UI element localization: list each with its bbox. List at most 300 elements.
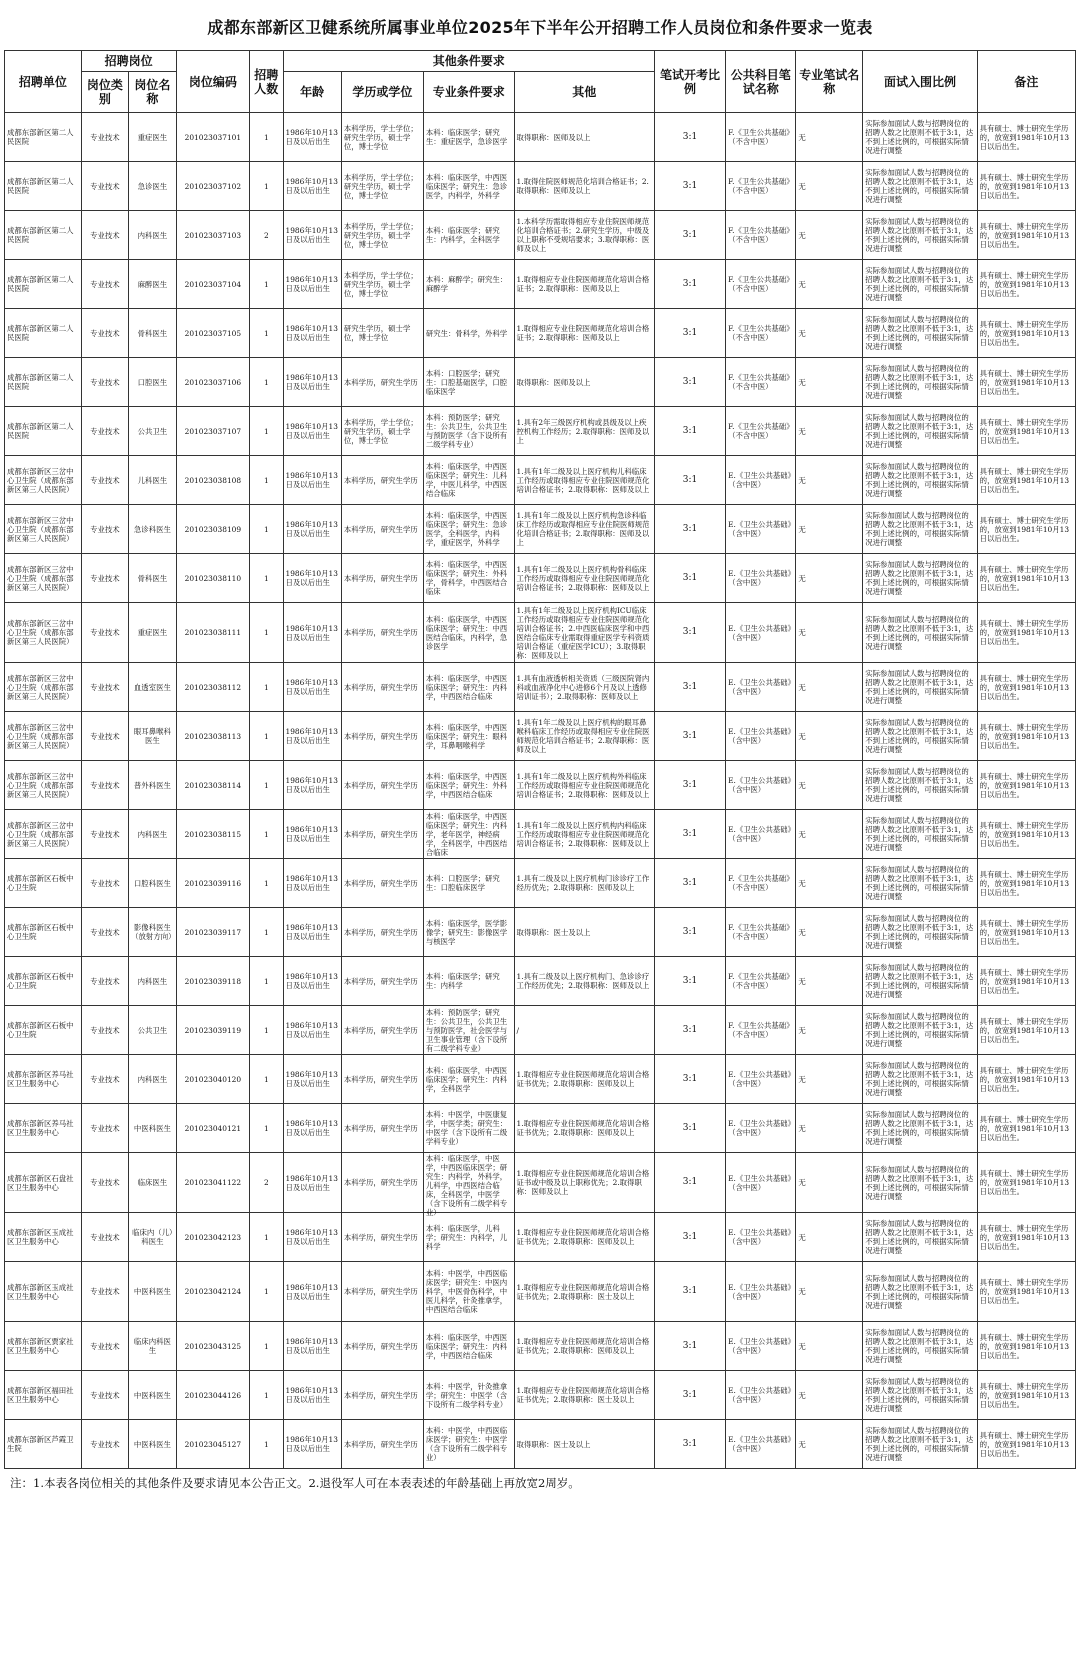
remark-cell-text: 具有硕士、博士研究生学历的，放宽到1981年10月13日以后出生。	[979, 1016, 1070, 1044]
prof-exam-cell-text: 无	[798, 1390, 806, 1400]
name-cell	[129, 1153, 177, 1213]
ratio-cell-text: 3:1	[682, 627, 698, 637]
major-cell	[423, 113, 514, 162]
code-cell-text: 201023037104	[184, 279, 242, 289]
header-prof-exam: 专业笔试名称	[796, 51, 863, 113]
age-cell-text: 1986年10月13日及以后出生	[285, 324, 338, 342]
ratio-cell	[654, 663, 725, 712]
prof-exam-cell-text: 无	[798, 573, 806, 583]
edu-cell	[341, 309, 423, 358]
name-cell	[129, 309, 177, 358]
major-cell	[423, 456, 514, 505]
other-cell	[514, 113, 654, 162]
subject-cell	[726, 1322, 796, 1371]
name-cell	[129, 663, 177, 712]
other-cell	[514, 712, 654, 761]
subject-cell	[726, 456, 796, 505]
other-cell	[514, 456, 654, 505]
major-cell-text: 本科：临床医学，儿科学；研究生：内科学，儿科学	[425, 1223, 508, 1251]
unit-cell-text: 成都东部新区福田社区卫生服务中心	[7, 1386, 74, 1404]
remark-cell-text: 具有硕士、博士研究生学历的，放宽到1981年10月13日以后出生。	[979, 967, 1070, 995]
unit-cell-text: 成都东部新区三岔中心卫生院（成都东部新区第三人民医院）	[7, 564, 74, 592]
code-cell	[176, 1213, 249, 1262]
age-cell-text: 1986年10月13日及以后出生	[285, 520, 338, 538]
unit-cell-text: 成都东部新区第二人民医院	[7, 226, 74, 244]
edu-cell	[341, 603, 423, 663]
type-cell	[81, 1055, 129, 1104]
other-cell	[514, 810, 654, 859]
subject-cell	[726, 663, 796, 712]
code-cell	[176, 505, 249, 554]
ratio-cell	[654, 761, 725, 810]
type-cell	[81, 1262, 129, 1322]
code-cell	[176, 358, 249, 407]
subject-cell-text: F.《卫生公共基础》（不含中医）	[728, 373, 790, 391]
ratio-cell-text: 3:1	[682, 1438, 698, 1449]
interview-cell-text: 实际参加面试人数与招聘岗位的招聘人数之比原则不低于3:1，达不到上述比例的，可根据实际情况进行调整	[865, 767, 974, 803]
interview-cell	[863, 859, 977, 908]
age-cell	[283, 957, 341, 1006]
unit-cell-text: 成都东部新区三岔中心卫生院（成都东部新区第三人民医院）	[7, 820, 74, 848]
header-major: 专业条件要求	[423, 72, 514, 113]
type-cell-text: 专业技术	[90, 279, 120, 289]
remark-cell-text: 具有硕士、博士研究生学历的，放宽到1981年10月13日以后出生。	[979, 515, 1070, 543]
type-cell-text: 专业技术	[90, 927, 120, 937]
remark-cell-text: 具有硕士、博士研究生学历的，放宽到1981年10月13日以后出生。	[979, 368, 1070, 396]
header-remark: 备注	[977, 51, 1075, 113]
interview-cell	[863, 1420, 977, 1469]
remark-cell-text: 具有硕士、博士研究生学历的，放宽到1981年10月13日以后出生。	[979, 1430, 1070, 1458]
other-cell	[514, 358, 654, 407]
table-row	[5, 211, 1076, 260]
unit-cell-text: 成都东部新区石板中心卫生院	[7, 923, 74, 941]
remark-cell-text: 具有硕士、博士研究生学历的，放宽到1981年10月13日以后出生。	[979, 172, 1070, 200]
header-count: 招聘人数	[250, 51, 283, 113]
ratio-cell	[654, 456, 725, 505]
age-cell	[283, 162, 341, 211]
remark-cell	[977, 1055, 1075, 1104]
other-cell	[514, 603, 654, 663]
table-row	[5, 859, 1076, 908]
type-cell	[81, 211, 129, 260]
type-cell-text: 专业技术	[90, 731, 120, 741]
major-cell-text: 本科：临床医学；研究生：重症医学，急诊医学	[425, 128, 508, 146]
interview-cell	[863, 260, 977, 309]
type-cell-text: 专业技术	[90, 1287, 120, 1296]
type-cell	[81, 603, 129, 663]
subject-cell-text: E.《卫生公共基础》（含中医）	[728, 678, 792, 696]
count-cell-text: 1	[263, 377, 269, 387]
edu-cell-text: 本科学历，研究生学历	[343, 1341, 418, 1351]
prof-exam-cell-text: 无	[798, 927, 806, 937]
remark-cell	[977, 309, 1075, 358]
name-cell-text: 眼耳鼻喉科医生	[133, 727, 171, 745]
major-cell	[423, 712, 514, 761]
major-cell	[423, 908, 514, 957]
count-cell-text: 1	[263, 328, 269, 338]
age-cell-text: 1986年10月13日及以后出生	[285, 177, 338, 195]
interview-cell	[863, 1006, 977, 1055]
interview-cell	[863, 603, 977, 663]
ratio-cell-text: 3:1	[682, 828, 698, 839]
name-cell-text: 口腔医生	[137, 377, 168, 387]
subject-cell	[726, 358, 796, 407]
remark-cell	[977, 1371, 1075, 1420]
name-cell-text: 影像科医生（放射方向）	[131, 923, 176, 941]
major-cell-text: 本科：口腔医学；研究生：口腔基础医学，口腔临床医学	[425, 368, 508, 396]
count-cell-text: 1	[263, 426, 269, 436]
type-cell-text: 专业技术	[90, 377, 120, 387]
other-cell-text: 取得职称：医师及以上	[516, 132, 591, 142]
name-cell-text: 临床医生	[137, 1178, 168, 1187]
major-cell-text: 本科：临床医学，中西医临床医学；研究生：眼科学，耳鼻咽喉科学	[425, 722, 508, 750]
name-cell	[129, 712, 177, 761]
remark-cell	[977, 1153, 1075, 1213]
unit-cell-text: 成都东部新区第二人民医院	[7, 177, 74, 195]
type-cell-text: 专业技术	[90, 780, 120, 790]
count-cell-text: 1	[263, 1025, 269, 1035]
count-cell	[250, 407, 283, 456]
type-cell	[81, 113, 129, 162]
type-cell	[81, 456, 129, 505]
major-cell	[423, 407, 514, 456]
major-cell	[423, 358, 514, 407]
prof-exam-cell	[796, 1104, 863, 1153]
ratio-cell-text: 3:1	[682, 229, 698, 240]
name-cell-text: 急诊医生	[137, 181, 168, 191]
code-cell-text: 201023037102	[184, 181, 242, 191]
code-cell	[176, 1104, 249, 1153]
interview-cell	[863, 407, 977, 456]
type-cell-text: 专业技术	[90, 181, 120, 191]
remark-cell-text: 具有硕士、博士研究生学历的，放宽到1981年10月13日以后出生。	[979, 918, 1070, 946]
count-cell	[250, 859, 283, 908]
prof-exam-cell-text: 无	[798, 1123, 806, 1133]
prof-exam-cell	[796, 1371, 863, 1420]
subject-cell-text: E.《卫生公共基础》（含中医）	[728, 727, 792, 745]
remark-cell-text: 具有硕士、博士研究生学历的，放宽到1981年10月13日以后出生。	[979, 1114, 1070, 1142]
age-cell	[283, 810, 341, 859]
age-cell	[283, 603, 341, 663]
prof-exam-cell-text: 无	[798, 1074, 806, 1084]
prof-exam-cell-text: 无	[798, 976, 806, 986]
major-cell	[423, 1322, 514, 1371]
major-cell-text: 本科：临床医学；研究生：内科学	[425, 972, 500, 990]
age-cell	[283, 456, 341, 505]
prof-exam-cell	[796, 663, 863, 712]
major-cell-text: 本科：中医学，中西医临床医学；研究生：中医学（含下设所有二级学科专业）	[425, 1426, 508, 1462]
name-cell	[129, 1420, 177, 1469]
name-cell-text: 中医科医生	[133, 1390, 171, 1400]
count-cell-text: 1	[263, 682, 269, 692]
ratio-cell	[654, 603, 725, 663]
remark-cell-text: 具有硕士、博士研究生学历的，放宽到1981年10月13日以后出生。	[979, 1278, 1070, 1305]
major-cell	[423, 162, 514, 211]
count-cell-text: 1	[263, 976, 269, 986]
age-cell-text: 1986年10月13日及以后出生	[285, 373, 338, 391]
edu-cell-text: 本科学历，研究生学历	[343, 878, 418, 888]
subject-cell-text: E.《卫生公共基础》（含中医）	[728, 623, 792, 642]
interview-cell-text: 实际参加面试人数与招聘岗位的招聘人数之比原则不低于3:1，达不到上述比例的，可根据实际情况进行调整	[865, 1328, 974, 1364]
interview-cell-text: 实际参加面试人数与招聘岗位的招聘人数之比原则不低于3:1，达不到上述比例的，可根据实际情况进行调整	[865, 1273, 974, 1310]
header-post-group: 招聘岗位	[81, 51, 176, 72]
subject-cell	[726, 712, 796, 761]
subject-cell-text: F.《卫生公共基础》（不含中医）	[728, 177, 790, 195]
edu-cell-text: 本科学历，学士学位；研究生学历，硕士学位，博士学位	[343, 172, 418, 200]
prof-exam-cell	[796, 456, 863, 505]
code-cell	[176, 1371, 249, 1420]
age-cell	[283, 1322, 341, 1371]
type-cell-text: 专业技术	[90, 1232, 120, 1242]
ratio-cell-text: 3:1	[682, 180, 698, 191]
ratio-cell-text: 3:1	[682, 327, 698, 338]
table-row	[5, 554, 1076, 603]
prof-exam-cell	[796, 1006, 863, 1055]
code-cell-text: 201023038109	[184, 524, 242, 534]
count-cell	[250, 663, 283, 712]
unit-cell-text: 成都东部新区第二人民医院	[7, 324, 74, 342]
unit-cell	[5, 456, 82, 505]
edu-cell	[341, 663, 423, 712]
code-cell-text: 201023038113	[184, 731, 242, 741]
remark-cell-text: 具有硕士、博士研究生学历的，放宽到1981年10月13日以后出生。	[979, 270, 1070, 298]
count-cell-text: 1	[263, 628, 269, 637]
remark-cell-text: 具有硕士、博士研究生学历的，放宽到1981年10月13日以后出生。	[979, 619, 1070, 646]
subject-cell-text: E.《卫生公共基础》（含中医）	[728, 776, 792, 794]
major-cell-text: 本科：临床医学，中西医临床医学；研究生：内科学，老年医学，神经病学，全科医学，中西医结合临床	[425, 811, 508, 857]
subject-cell-text: E.《卫生公共基础》（含中医）	[728, 569, 792, 587]
other-cell-text: /	[516, 1025, 520, 1035]
age-cell-text: 1986年10月13日及以后出生	[285, 1228, 338, 1246]
age-cell-text: 1986年10月13日及以后出生	[285, 727, 338, 745]
major-cell	[423, 260, 514, 309]
major-cell-text: 本科：预防医学；研究生：公共卫生，公共卫生与预防医学（含下设所有二级学科专业）	[425, 413, 508, 449]
edu-cell-text: 本科学历，学士学位；研究生学历，硕士学位，博士学位	[343, 270, 418, 298]
other-cell	[514, 260, 654, 309]
unit-cell	[5, 554, 82, 603]
major-cell-text: 本科：临床医学，医学影像学；研究生：影像医学与核医学	[425, 918, 508, 946]
edu-cell-text: 本科学历，研究生学历	[343, 829, 418, 839]
header-unit: 招聘单位	[5, 51, 82, 113]
remark-cell	[977, 554, 1075, 603]
count-cell	[250, 1006, 283, 1055]
prof-exam-cell	[796, 1153, 863, 1213]
age-cell-text: 1986年10月13日及以后出生	[285, 1070, 338, 1088]
name-cell-text: 公共卫生	[137, 1025, 168, 1035]
count-cell	[250, 1104, 283, 1153]
unit-cell	[5, 1371, 82, 1420]
table-row	[5, 505, 1076, 554]
major-cell	[423, 761, 514, 810]
name-cell	[129, 407, 177, 456]
name-cell	[129, 211, 177, 260]
unit-cell	[5, 505, 82, 554]
remark-cell	[977, 358, 1075, 407]
subject-cell-text: E.《卫生公共基础》（含中医）	[728, 1228, 792, 1246]
type-cell	[81, 1213, 129, 1262]
ratio-cell-text: 3:1	[682, 1340, 698, 1351]
interview-cell-text: 实际参加面试人数与招聘岗位的招聘人数之比原则不低于3:1，达不到上述比例的，可根据实际情况进行调整	[865, 1012, 974, 1048]
other-cell-text: 1.取得相应专业住院医师规范化培训合格证书优先；2.取得职称：医师及以上	[516, 1228, 650, 1246]
remark-cell	[977, 260, 1075, 309]
unit-cell	[5, 1153, 82, 1213]
count-cell-text: 1	[263, 573, 269, 583]
edu-cell	[341, 859, 423, 908]
ratio-cell	[654, 859, 725, 908]
ratio-cell-text: 3:1	[682, 131, 698, 142]
prof-exam-cell-text: 无	[798, 878, 806, 888]
name-cell-text: 临床内科医生	[133, 1337, 171, 1355]
age-cell-text: 1986年10月13日及以后出生	[285, 1021, 338, 1039]
major-cell-text: 本科：临床医学，中西医临床医学；研究生：儿科学，中医儿科学，中西医结合临床	[425, 462, 508, 498]
name-cell	[129, 554, 177, 603]
prof-exam-cell-text: 无	[798, 731, 806, 741]
edu-cell	[341, 505, 423, 554]
other-cell	[514, 761, 654, 810]
subject-cell	[726, 1104, 796, 1153]
unit-cell	[5, 859, 82, 908]
recruitment-table	[4, 50, 1076, 1469]
name-cell	[129, 761, 177, 810]
other-cell-text: 1.具有血液透析相关资质（三级医院肾内科或血液净化中心进修6个月及以上透修培训证书）；2.取得职称：医师及以上	[516, 673, 650, 701]
count-cell-text: 1	[263, 731, 269, 741]
interview-cell-text: 实际参加面试人数与招聘岗位的招聘人数之比原则不低于3:1，达不到上述比例的，可根据实际情况进行调整	[865, 364, 974, 400]
age-cell-text: 1986年10月13日及以后出生	[285, 1173, 338, 1192]
remark-cell	[977, 162, 1075, 211]
subject-cell-text: E.《卫生公共基础》（含中医）	[728, 471, 792, 489]
edu-cell-text: 本科学历，研究生学历	[343, 1074, 418, 1084]
other-cell	[514, 211, 654, 260]
major-cell	[423, 505, 514, 554]
major-cell	[423, 603, 514, 663]
subject-cell-text: F.《卫生公共基础》（不含中医）	[728, 275, 790, 293]
ratio-cell-text: 3:1	[682, 1122, 698, 1133]
name-cell-text: 急诊科医生	[133, 524, 171, 534]
remark-cell-text: 具有硕士、博士研究生学历的，放宽到1981年10月13日以后出生。	[979, 869, 1070, 897]
unit-cell-text: 成都东部新区三岔中心卫生院（成都东部新区第三人民医院）	[7, 466, 74, 494]
subject-cell-text: F.《卫生公共基础》（不含中医）	[728, 923, 790, 941]
subject-cell	[726, 761, 796, 810]
other-cell-text: 1.取得相应专业住院医师规范化培训合格证书；2.取得职称：医师及以上	[516, 324, 650, 342]
subject-cell	[726, 603, 796, 663]
interview-cell-text: 实际参加面试人数与招聘岗位的招聘人数之比原则不低于3:1，达不到上述比例的，可根据实际情况进行调整	[865, 266, 974, 302]
type-cell	[81, 859, 129, 908]
count-cell-text: 1	[263, 132, 269, 142]
code-cell	[176, 1055, 249, 1104]
age-cell	[283, 1006, 341, 1055]
ratio-cell	[654, 162, 725, 211]
code-cell-text: 201023044126	[184, 1390, 242, 1400]
interview-cell	[863, 554, 977, 603]
count-cell	[250, 113, 283, 162]
unit-cell	[5, 309, 82, 358]
count-cell-text: 1	[263, 1074, 269, 1084]
code-cell-text: 201023040120	[184, 1074, 242, 1084]
remark-cell-text: 具有硕士、博士研究生学历的，放宽到1981年10月13日以后出生。	[979, 319, 1070, 347]
prof-exam-cell	[796, 1262, 863, 1322]
subject-cell	[726, 505, 796, 554]
age-cell-text: 1986年10月13日及以后出生	[285, 1337, 338, 1355]
interview-cell-text: 实际参加面试人数与招聘岗位的招聘人数之比原则不低于3:1，达不到上述比例的，可根据实际情况进行调整	[865, 1164, 974, 1201]
unit-cell	[5, 957, 82, 1006]
prof-exam-cell-text: 无	[798, 829, 806, 839]
subject-cell	[726, 957, 796, 1006]
major-cell	[423, 309, 514, 358]
prof-exam-cell	[796, 1420, 863, 1469]
code-cell-text: 201023045127	[184, 1439, 242, 1449]
ratio-cell-text: 3:1	[682, 1231, 698, 1242]
remark-cell-text: 具有硕士、博士研究生学历的，放宽到1981年10月13日以后出生。	[979, 820, 1070, 848]
interview-cell	[863, 712, 977, 761]
count-cell	[250, 260, 283, 309]
unit-cell	[5, 1420, 82, 1469]
prof-exam-cell-text: 无	[798, 1287, 806, 1296]
interview-cell-text: 实际参加面试人数与招聘岗位的招聘人数之比原则不低于3:1，达不到上述比例的，可根据实际情况进行调整	[865, 315, 974, 351]
subject-cell-text: E.《卫生公共基础》（含中医）	[728, 1386, 792, 1404]
major-cell	[423, 1420, 514, 1469]
type-cell	[81, 260, 129, 309]
code-cell	[176, 810, 249, 859]
code-cell	[176, 1262, 249, 1322]
table-row	[5, 1006, 1076, 1055]
table-row	[5, 162, 1076, 211]
other-cell-text: 1.具有1年二级及以上医疗机构ICU临床工作经历或取得相应专业住院医师规范化培训合格证书；2.中西医临床医学和中西医结合临床专业需取得重症医学专科资质培训合格证（重症医学ICU）；3.取得职称：医师及以上	[516, 605, 650, 660]
subject-cell	[726, 113, 796, 162]
remark-cell	[977, 211, 1075, 260]
other-cell	[514, 957, 654, 1006]
edu-cell-text: 本科学历，研究生学历	[343, 1390, 418, 1400]
code-cell	[176, 113, 249, 162]
type-cell	[81, 505, 129, 554]
other-cell-text: 1.取得相应专业住院医师规范化培训合格证书或中级及以上职称优先；2.取得职称：医师及以上	[516, 1169, 650, 1196]
type-cell	[81, 957, 129, 1006]
subject-cell-text: E.《卫生公共基础》（含中医）	[728, 1070, 792, 1088]
unit-cell	[5, 1104, 82, 1153]
subject-cell	[726, 211, 796, 260]
type-cell-text: 专业技术	[90, 829, 120, 839]
major-cell	[423, 1371, 514, 1420]
major-cell-text: 本科：临床医学，中医学，中西医临床医学；研究生：内科学，外科学，儿科学，中西医结合临床，全科医学，中医学（含下设所有二级学科专业）	[425, 1154, 508, 1217]
ratio-cell	[654, 1262, 725, 1322]
type-cell	[81, 761, 129, 810]
remark-cell-text: 具有硕士、博士研究生学历的，放宽到1981年10月13日以后出生。	[979, 417, 1070, 445]
edu-cell	[341, 712, 423, 761]
edu-cell-text: 本科学历，学士学位；研究生学历，硕士学位，博士学位	[343, 417, 418, 445]
subject-cell	[726, 1153, 796, 1213]
name-cell-text: 重症医生	[137, 628, 168, 637]
ratio-cell	[654, 358, 725, 407]
major-cell	[423, 211, 514, 260]
prof-exam-cell-text: 无	[798, 628, 806, 637]
code-cell	[176, 554, 249, 603]
age-cell	[283, 260, 341, 309]
type-cell	[81, 1006, 129, 1055]
count-cell	[250, 211, 283, 260]
age-cell	[283, 505, 341, 554]
interview-cell-text: 实际参加面试人数与招聘岗位的招聘人数之比原则不低于3:1，达不到上述比例的，可根据实际情况进行调整	[865, 462, 974, 498]
remark-cell	[977, 908, 1075, 957]
edu-cell	[341, 1006, 423, 1055]
unit-cell	[5, 1262, 82, 1322]
code-cell	[176, 1322, 249, 1371]
remark-cell-text: 具有硕士、博士研究生学历的，放宽到1981年10月13日以后出生。	[979, 564, 1070, 592]
edu-cell	[341, 1055, 423, 1104]
count-cell-text: 1	[263, 1232, 269, 1242]
remark-cell-text: 具有硕士、博士研究生学历的，放宽到1981年10月13日以后出生。	[979, 123, 1070, 151]
prof-exam-cell	[796, 358, 863, 407]
remark-cell	[977, 957, 1075, 1006]
major-cell-text: 本科：麻醉学；研究生：麻醉学	[425, 275, 508, 293]
